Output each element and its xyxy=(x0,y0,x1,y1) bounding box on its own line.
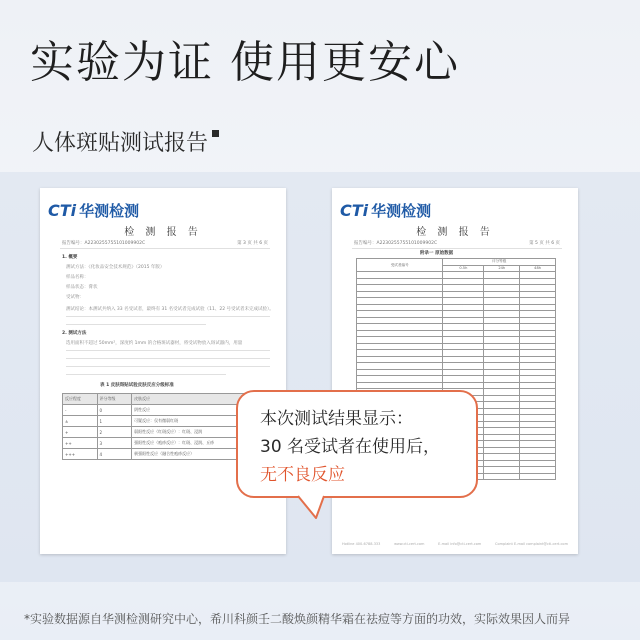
report-title: 检 测 报 告 xyxy=(416,227,494,238)
receive: 受试物： xyxy=(66,295,84,300)
sample-state: 样品状态：膏状 xyxy=(66,285,98,290)
conclusion: 测试结论：本测试共纳入 33 名受试者，最终有 31 名受试者完成试验（11、22 号受试者未完成试验）。 xyxy=(66,307,274,312)
table-header-cell: 0.5h xyxy=(443,265,484,272)
table-title: 表 1 皮肤斑贴试验皮肤反应分级标准 xyxy=(100,383,174,388)
section-overview: 1. 概要 xyxy=(62,255,78,260)
table-cell: - xyxy=(63,405,98,416)
footer-complaint: Complaint E-mail complaint@cti-cert.com xyxy=(495,542,568,546)
page-number: 第 3 页 共 6 页 xyxy=(237,241,268,246)
callout-line-2: 30 名受试者在使用后， xyxy=(260,437,441,457)
cti-logo xyxy=(48,200,139,221)
table-cell: 2 xyxy=(97,427,132,438)
divider xyxy=(352,248,562,249)
logo-cti-text: CTi xyxy=(340,201,369,220)
table-header-cell: 48h xyxy=(520,265,556,272)
logo-cn-text: 华测检测 xyxy=(79,202,140,220)
footer-email: E-mail info@cti-cert.com xyxy=(438,542,482,546)
test-method: 测试方法：《化妆品安全技术规范》（2015 年版） xyxy=(66,265,165,270)
report-footer xyxy=(342,542,568,546)
footer-website: www.cti-cert.com xyxy=(394,542,425,546)
table-cell: 4 xyxy=(97,449,132,460)
table-cell: 1 xyxy=(97,416,132,427)
footer-hotline: Hotline 400-6788-333 xyxy=(342,542,381,546)
table-cell: 极强阳性反应（融合性疱疹反应） xyxy=(132,449,272,460)
table-header-cell: 反应程度 xyxy=(63,394,98,405)
left-report-page xyxy=(40,188,286,554)
table-cell: + xyxy=(63,427,98,438)
table-cell xyxy=(520,473,556,480)
table-cell: 弱阳性反应（红斑反应）：红斑、浸润 xyxy=(132,427,272,438)
sample-name: 样品名称： xyxy=(66,275,89,280)
result-callout xyxy=(236,390,478,498)
report-number: 报告编号：A2230255755101009902C xyxy=(62,241,146,246)
subheading-text: 人体斑贴测试报告 xyxy=(32,131,209,156)
table-cell: 强阳性反应（疱疹反应）：红斑、浸润、丘疹 xyxy=(132,438,272,449)
subheading xyxy=(32,126,219,157)
table-cell: ± xyxy=(63,416,98,427)
text-line xyxy=(66,374,226,375)
callout-tail-icon xyxy=(296,494,336,520)
text-line xyxy=(66,350,270,351)
headline: 实验为证 使用更安心 xyxy=(30,37,460,88)
table-cell: 0 xyxy=(97,405,132,416)
table-cell: +++ xyxy=(63,449,98,460)
square-bullet-icon xyxy=(212,130,219,137)
callout-highlight: 无不良反应 xyxy=(260,465,345,485)
table-cell: ++ xyxy=(63,438,98,449)
table-cell: 阴性反应 xyxy=(132,405,272,416)
table-header-cell: 24h xyxy=(484,265,520,272)
right-report-page xyxy=(332,188,578,554)
text-line xyxy=(66,316,270,317)
table-header-cell: 评分等级 xyxy=(443,259,556,266)
table-cell: 3 xyxy=(97,438,132,449)
table-header-cell: 受试者编号 xyxy=(357,259,443,272)
table-cell xyxy=(484,473,520,480)
text-line xyxy=(66,324,206,325)
logo-cn-text: 华测检测 xyxy=(371,202,432,220)
table-cell: 可疑反应：仅有微弱红斑 xyxy=(132,416,272,427)
cti-logo xyxy=(340,200,431,221)
method-detail: 选用面积不超过 50mm²，深度约 1mm 的合格斑试器材，将受试物放入斑试器内，用量 xyxy=(66,341,243,346)
page-number: 第 5 页 共 6 页 xyxy=(529,241,560,246)
divider xyxy=(60,248,270,249)
appendix-title: 附录一 原始数据 xyxy=(420,251,454,256)
section-method: 2. 测试方法 xyxy=(62,331,87,336)
report-number: 报告编号：A2230255755101009902C xyxy=(354,241,438,246)
callout-line-1: 本次测试结果显示： xyxy=(260,409,413,429)
table-header-cell: 评分等级 xyxy=(97,394,132,405)
footnote: *实验数据源自华测检测研究中心，希川科颜壬二酸焕颜精华霜在祛痘等方面的功效，实际效果因人而异 xyxy=(24,612,571,626)
text-line xyxy=(66,366,270,367)
text-line xyxy=(66,358,270,359)
table-header-cell: 皮肤反应 xyxy=(132,394,272,405)
report-title: 检 测 报 告 xyxy=(124,227,202,238)
logo-cti-text: CTi xyxy=(48,201,77,220)
